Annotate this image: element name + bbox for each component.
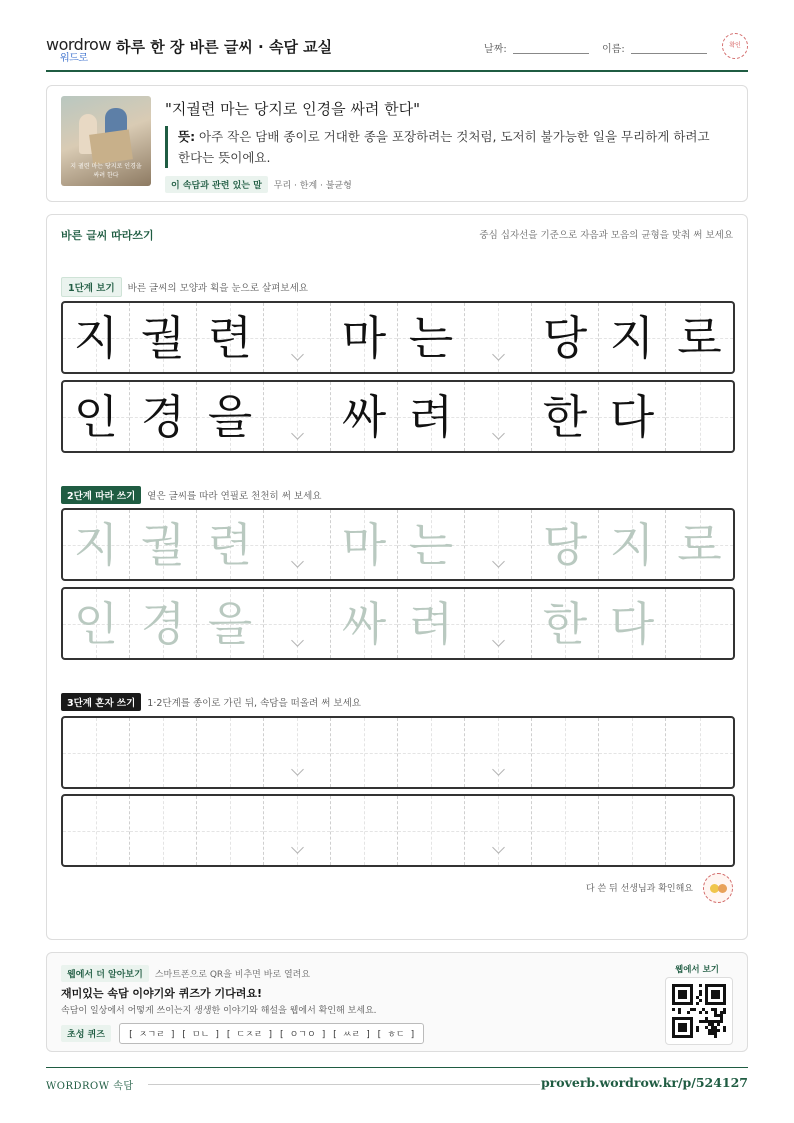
grid-cell[interactable] — [264, 718, 331, 787]
qr-code-graphic — [672, 984, 726, 1038]
grid-cell[interactable] — [599, 718, 666, 787]
space-marker-icon — [492, 636, 504, 648]
grid-cell — [197, 303, 264, 372]
grid-cell[interactable] — [666, 589, 733, 658]
step-3-desc: 1·2단계를 종이로 가린 뒤, 속담을 떠올려 써 보세요 — [147, 698, 361, 709]
illustration-caption: 지 궐련 마는 당지로 인경을 싸려 한다 — [70, 163, 142, 179]
web-badge-desc: 스마트폰으로 QR을 비추면 바로 열려요 — [154, 970, 311, 980]
step-2-badge: 2단계 따라 쓰기 — [61, 486, 141, 504]
teacher-seal-icon — [703, 873, 733, 903]
grid-cell — [398, 382, 465, 451]
grid-cell[interactable] — [197, 589, 264, 658]
grid-character: 싸 — [341, 389, 387, 444]
grid-cell[interactable] — [465, 510, 532, 579]
grid-cell — [63, 382, 130, 451]
space-marker-icon — [291, 350, 303, 362]
practice-heading: 바른 글씨 따라쓰기 — [61, 229, 154, 242]
grid-cell — [465, 382, 532, 451]
grid-character: 로 — [677, 517, 722, 572]
qr-code-icon[interactable] — [665, 977, 733, 1045]
proverb-meaning — [165, 126, 721, 168]
grid-cell[interactable] — [331, 796, 398, 865]
related-words — [165, 176, 352, 193]
grid-character: 궐 — [140, 310, 186, 365]
related-list: 무리 · 한계 · 불균형 — [273, 181, 352, 191]
grid-character: 지 — [73, 310, 119, 365]
grid-cell[interactable] — [130, 718, 197, 787]
grid-cell[interactable] — [331, 718, 398, 787]
grid-row-1-2 — [61, 380, 735, 453]
qr-label: 웹에서 보기 — [674, 965, 719, 975]
grid-cell[interactable] — [63, 718, 130, 787]
grid-cell — [599, 382, 666, 451]
grid-character: 한 — [542, 596, 588, 651]
page-header — [46, 30, 748, 72]
grid-cell[interactable] — [599, 796, 666, 865]
grid-cell — [398, 303, 465, 372]
grid-character: 지 — [73, 517, 119, 572]
grid-character: 당 — [542, 310, 588, 365]
wordrow-logo — [46, 35, 111, 64]
grid-cell[interactable] — [197, 718, 264, 787]
footer-brand: WORDROW 속담 — [46, 1081, 134, 1092]
related-label: 이 속담과 관련 있는 말 — [165, 176, 268, 193]
space-marker-icon — [291, 429, 303, 441]
grid-character: 려 — [408, 596, 454, 651]
grid-character: 려 — [408, 389, 454, 444]
grid-cell[interactable] — [666, 718, 733, 787]
grid-cell[interactable] — [331, 589, 398, 658]
grid-row-3-1[interactable] — [61, 716, 735, 789]
practice-section — [46, 214, 748, 940]
space-marker-icon — [291, 557, 303, 569]
space-marker-icon — [492, 765, 504, 777]
grid-character: 마 — [341, 310, 387, 365]
proverb-quote: "지궐련 마는 당지로 인경을 싸려 한다" — [165, 100, 420, 118]
date-label: 날짜: — [484, 44, 507, 55]
grid-cell[interactable] — [398, 510, 465, 579]
grid-character: 다 — [609, 596, 655, 651]
page-footer — [46, 1067, 748, 1092]
proverb-card — [46, 85, 748, 202]
grid-character: 마 — [341, 517, 387, 572]
grid-character: 는 — [408, 517, 454, 572]
grid-cell — [331, 303, 398, 372]
web-title: 재미있는 속담 이야기와 퀴즈가 기다려요! — [61, 987, 262, 1000]
step-1-label — [61, 277, 308, 297]
grid-cell[interactable] — [197, 510, 264, 579]
web-desc: 속담이 일상에서 어떻게 쓰이는지 생생한 이야기와 해설을 웹에서 확인해 보세요. — [61, 1006, 377, 1016]
web-promo — [46, 952, 748, 1052]
space-marker-icon — [492, 843, 504, 855]
grid-cell[interactable] — [264, 510, 331, 579]
grid-cell[interactable] — [63, 589, 130, 658]
footer-url[interactable]: proverb.wordrow.kr/p/524127 — [540, 1075, 748, 1090]
step-1-badge: 1단계 보기 — [61, 277, 122, 297]
grid-cell[interactable] — [532, 510, 599, 579]
grid-cell[interactable] — [264, 589, 331, 658]
web-badge: 웹에서 더 알아보기 — [61, 965, 149, 982]
grid-cell[interactable] — [130, 510, 197, 579]
grid-character: 로 — [677, 310, 722, 365]
grid-cell[interactable] — [465, 796, 532, 865]
grid-cell[interactable] — [264, 796, 331, 865]
grid-character: 련 — [207, 310, 253, 365]
grid-cell[interactable] — [599, 510, 666, 579]
grid-cell — [197, 382, 264, 451]
grid-cell[interactable] — [63, 796, 130, 865]
step-1-desc: 바른 글씨의 모양과 획을 눈으로 살펴보세요 — [127, 283, 308, 294]
grid-cell — [532, 303, 599, 372]
grid-cell — [331, 382, 398, 451]
quiz-label: 초성 퀴즈 — [61, 1025, 111, 1042]
grid-cell[interactable] — [532, 796, 599, 865]
grid-cell — [666, 303, 733, 372]
grid-cell — [532, 382, 599, 451]
grid-cell[interactable] — [666, 796, 733, 865]
check-stamp-icon: 확인 — [722, 33, 748, 59]
grid-cell[interactable] — [63, 510, 130, 579]
grid-character: 을 — [207, 596, 253, 651]
grid-cell — [264, 303, 331, 372]
grid-character: 궐 — [140, 517, 186, 572]
grid-character: 인 — [73, 596, 119, 651]
space-marker-icon — [492, 429, 504, 441]
grid-cell — [130, 303, 197, 372]
grid-character: 다 — [609, 389, 655, 444]
grid-cell[interactable] — [398, 718, 465, 787]
grid-cell[interactable] — [599, 589, 666, 658]
practice-hint: 중심 십자선을 기준으로 자음과 모음의 균형을 맞춰 써 보세요 — [479, 230, 733, 241]
grid-cell[interactable] — [532, 718, 599, 787]
grid-character: 경 — [140, 596, 186, 651]
space-marker-icon — [492, 350, 504, 362]
step-3-label — [61, 693, 361, 711]
grid-character: 지 — [609, 310, 655, 365]
grid-cell — [63, 303, 130, 372]
proverb-illustration — [61, 96, 151, 186]
grid-character: 지 — [609, 517, 655, 572]
space-marker-icon — [291, 636, 303, 648]
web-badge-row — [61, 965, 310, 982]
logo-text: wordrow — [46, 35, 111, 54]
grid-row-2-1[interactable] — [61, 508, 735, 581]
grid-character: 한 — [542, 389, 588, 444]
grid-row-3-2[interactable] — [61, 794, 735, 867]
logo-subtext: 워드로 — [60, 53, 88, 64]
grid-row-2-2[interactable] — [61, 587, 735, 660]
grid-cell — [666, 382, 733, 451]
date-field[interactable] — [484, 40, 589, 55]
grid-row-1-1 — [61, 301, 735, 374]
grid-cell — [130, 382, 197, 451]
grid-character: 인 — [73, 389, 119, 444]
page-title: 하루 한 장 바른 글씨 · 속담 교실 — [116, 38, 333, 56]
grid-cell[interactable] — [465, 589, 532, 658]
grid-character: 경 — [140, 389, 186, 444]
grid-cell[interactable] — [331, 510, 398, 579]
grid-cell[interactable] — [465, 718, 532, 787]
grid-character: 을 — [207, 389, 253, 444]
space-marker-icon — [291, 843, 303, 855]
meaning-label: 뜻: — [178, 129, 196, 144]
grid-character: 련 — [207, 517, 253, 572]
grid-cell — [264, 382, 331, 451]
check-note: 다 쓴 뒤 선생님과 확인해요 — [585, 884, 693, 894]
grid-character: 당 — [542, 517, 588, 572]
grid-cell[interactable] — [532, 589, 599, 658]
grid-character: 싸 — [341, 596, 387, 651]
name-field[interactable] — [602, 40, 707, 55]
space-marker-icon — [492, 557, 504, 569]
grid-cell[interactable] — [130, 796, 197, 865]
meaning-text: 아주 작은 담배 종이로 거대한 종을 포장하려는 것처럼, 도저히 불가능한 일을 무리하게 하려고 한다는 뜻이에요. — [178, 129, 710, 165]
grid-cell — [599, 303, 666, 372]
grid-cell — [465, 303, 532, 372]
step-2-label — [61, 486, 321, 504]
grid-cell[interactable] — [130, 589, 197, 658]
step-3-badge: 3단계 혼자 쓰기 — [61, 693, 141, 711]
grid-cell[interactable] — [398, 796, 465, 865]
grid-character: 는 — [408, 310, 454, 365]
grid-cell[interactable] — [666, 510, 733, 579]
grid-cell[interactable] — [197, 796, 264, 865]
step-2-desc: 옅은 글씨를 따라 연필로 천천히 써 보세요 — [147, 491, 322, 502]
name-label: 이름: — [602, 44, 625, 55]
initial-quiz — [61, 1023, 424, 1044]
space-marker-icon — [291, 765, 303, 777]
quiz-box: [ ㅈㄱㄹ ] [ ㅁㄴ ] [ ㄷㅈㄹ ] [ ㅇㄱㅇ ] [ ㅆㄹ ] [ ㅎㄷ ] — [119, 1023, 425, 1044]
grid-cell[interactable] — [398, 589, 465, 658]
